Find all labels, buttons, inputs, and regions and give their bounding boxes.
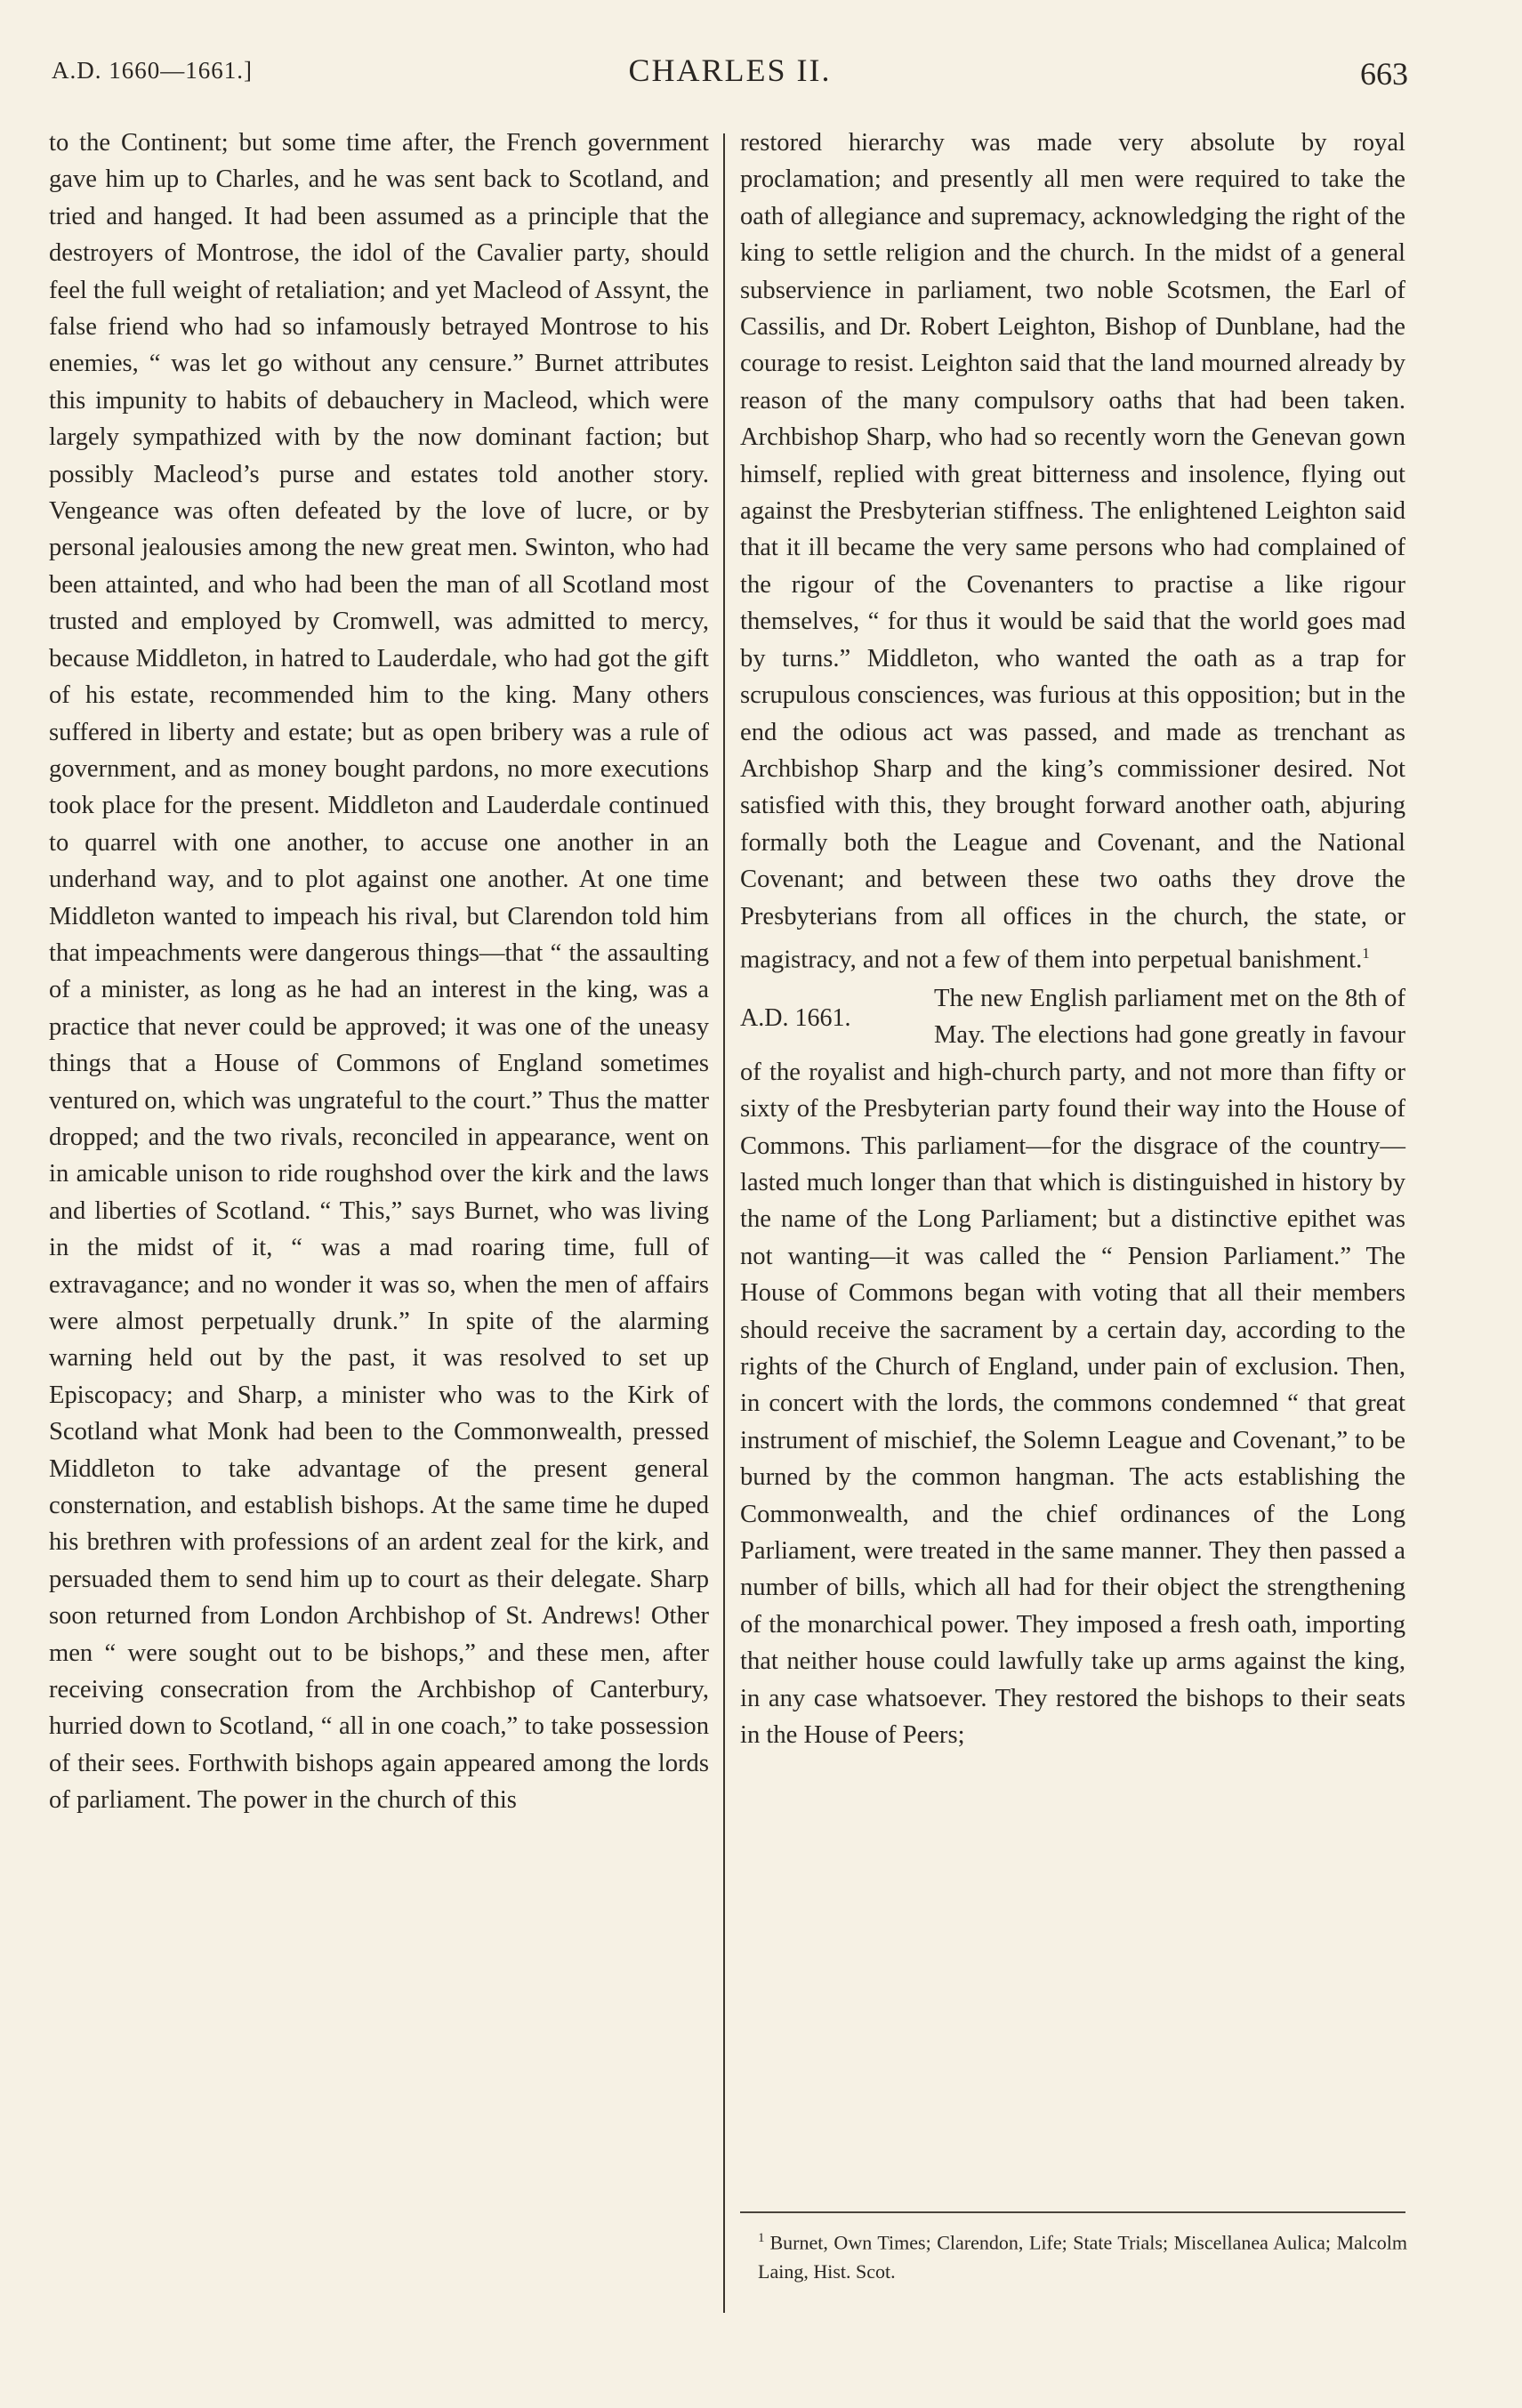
right-column-text-1: restored hierarchy was made very absolute by royal proclamation; and presently all men were required to take the oath of allegiance and supremacy, acknowledging the right of the king to settle religion and the church. In the midst of a general subservience in parliament, two noble Scotsmen, the Earl of Cassilis, and Dr. Robert Leighton, Bishop of Dunblane, had the courage to resist. Leighton said that the land mourned already by reason of the many compulsory oaths that had been taken. Archbishop Sharp, who had so recently worn the Genevan gown himself, replied with great bitterness and insolence, flying out against the Presbyterian stiffness. The enlightened Leighton said that it ill became the very same persons who had complained of the rigour of the Covenanters to practise a like rigour themselves, “ for thus it would be said that the world goes mad by turns.” Middleton, who wanted the oath as a trap for scrupulous consciences, was furious at this opposition; but in the end the odious act was passed, and made as trenchant as Archbishop Sharp and the king’s commissioner desired. Not satisfied with this, they brought forward another oath, abjuring formally both the League and Covenant, and the National Covenant; and between these two oaths they drove the Presbyterians from all offices in the church, the state, or magistracy, and not a few of them into perpetual banishment. xyxy=(740,129,1405,974)
footnote-rule xyxy=(740,2211,1405,2213)
left-column xyxy=(49,125,709,1819)
right-column xyxy=(740,125,1405,1753)
left-column-text: to the Continent; but some time after, the French government gave him up to Charles, and he was sent back to Scotland, and tried and hanged. It had been assumed as a principle that the destroyers of Montrose, the idol of the Cavalier party, should feel the full weight of retaliation; and yet Macleod of Assynt, the false friend who had so infamously betrayed Montrose to his enemies, “ was let go without any censure.” Burnet attributes this impunity to habits of debauchery in Macleod, which were largely sympathized with by the now dominant faction; but possibly Macleod’s purse and estates told another story. Vengeance was often defeated by the love of lucre, or by personal jealousies among the new great men. Swinton, who had been attainted, and who had been the man of all Scotland most trusted and employed by Cromwell, was admitted to mercy, because Middleton, in hatred to Lauderdale, who had got the gift of his estate, recommended him to the king. Many others suffered in liberty and estate; but as open bribery was a rule of government, and as money bought pardons, no more executions took place for the present. Middleton and Lauderdale continued to quarrel with one another, to accuse one another in an underhand way, and to plot against one another. At one time Middleton wanted to impeach his rival, but Clarendon told him that impeachments were dangerous things—that “ the assaulting of a minister, as long as he had an interest in the king, was a practice that never could be approved; it was one of the uneasy things that a House of Commons of England sometimes ventured on, which was ungrateful to the court.” Thus the matter dropped; and the two rivals, reconciled in appearance, went on in amicable unison to ride roughshod over the kirk and the laws and liberties of Scotland. “ This,” says Burnet, who was living in the midst of it, “ was a mad roaring time, full of extravagance; and no wonder it was so, when the men of affairs were almost perpetually drunk.” In spite of the alarming warning held out by the past, it was resolved to set up Episcopacy; and Sharp, a minister who was to the Kirk of Scotland what Monk had been to the Commonwealth, pressed Middleton to take advantage of the present general consternation, and establish bishops. At the same time he duped his brethren with professions of an ardent zeal for the kirk, and persuaded them to send him up to court as their delegate. Sharp soon returned from London Archbishop of St. Andrews! Other men “ were sought out to be bishops,” and these men, after receiving consecration from the Archbishop of Canterbury, hurried down to Scotland, “ all in one coach,” to take possession of their sees. Forthwith bishops again appeared among the lords of parliament. The power in the church of this xyxy=(49,129,709,1815)
marginal-date: A.D. 1661. xyxy=(740,1003,851,1032)
column-divider xyxy=(723,133,725,2313)
right-column-paragraph-2 xyxy=(740,980,1405,1754)
header-page-number: 663 xyxy=(1360,56,1408,92)
footnote-text: Burnet, Own Times; Clarendon, Life; State Trials; Miscellanea Aulica; Malcolm Laing, Hist. Scot. xyxy=(758,2231,1407,2283)
running-header xyxy=(52,52,1408,105)
header-date-range: A.D. 1660—1661.] xyxy=(52,57,253,84)
right-column-text-2: The new English parliament met on the 8th of May. The elections had gone greatly in favour of the royalist and high-church party, and not more than fifty or sixty of the Presbyterian party found their way into the House of Commons. This parliament—for the disgrace of the country—lasted much longer than that which is distinguished in history by the name of the Long Parliament; but a distinctive epithet was not wanting—it was called the “ Pension Parliament.” The House of Commons began with voting that all their members should receive the sacrament by a certain day, according to the rights of the Church of England, under pain of exclusion. Then, in concert with the lords, the commons condemned “ that great instrument of mischief, the Solemn League and Covenant,” to be burned by the common hangman. The acts establishing the Commonwealth, and the chief ordinances of the Long Parliament, were treated in the same manner. They then passed a number of bills, which all had for their object the strengthening of the monarchical power. They imposed a fresh oath, importing that neither house could lawfully take up arms against the king, in any case whatsoever. They restored the bishops to their seats in the House of Peers; xyxy=(740,984,1405,1749)
header-running-title: CHARLES II. xyxy=(628,52,832,88)
footnote xyxy=(758,2224,1407,2286)
right-column-paragraph-1 xyxy=(740,125,1405,979)
footnote-number: 1 xyxy=(758,2231,765,2245)
footnote-marker: 1 xyxy=(1362,944,1370,962)
